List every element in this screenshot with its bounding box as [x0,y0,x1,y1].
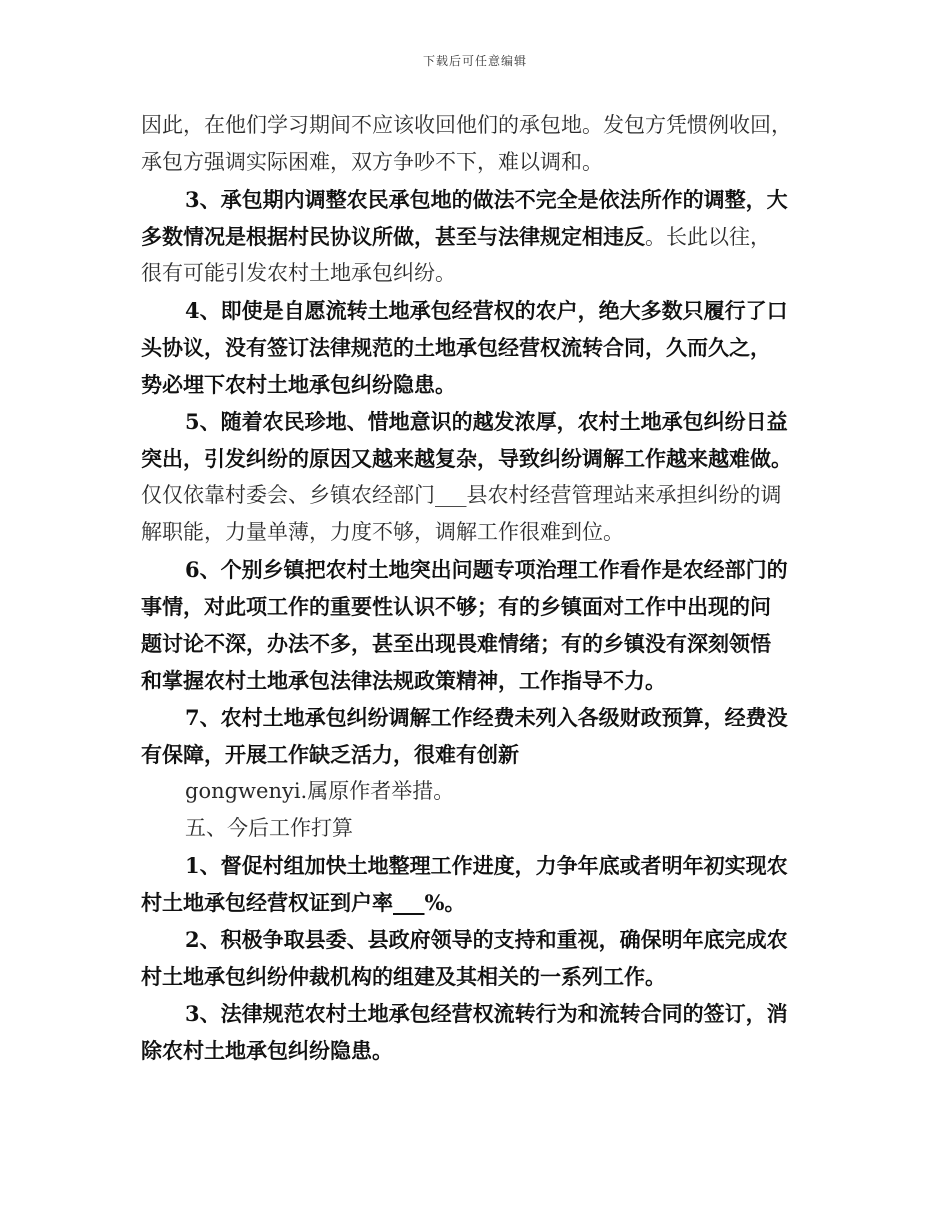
text-line-normal-part: 。长此以往， [645,225,771,249]
text-line: 2、积极争取县委、县政府领导的支持和重视，确保明年底完成农 [185,927,788,952]
text-line: 题讨论不深，办法不多，甚至出现畏难情绪；有的乡镇没有深刻领悟 [141,631,771,656]
text-line: 很有可能引发农村土地承包纠纷。 [141,261,456,285]
text-line: 五、今后工作打算 [185,816,353,840]
page-header: 下载后可任意编辑 [422,54,527,68]
text-line: 承包方强调实际困难，双方争吵不下，难以调和。 [141,150,603,174]
text-line: 因此，在他们学习期间不应该收回他们的承包地。发包方凭惯例收回， [141,113,792,137]
text-line: 4、即使是自愿流转土地承包经营权的农户，绝大多数只履行了口 [185,298,788,323]
document-body [141,107,813,1069]
text-line: 除农村土地承包纠纷隐患。 [141,1038,393,1063]
text-line: 仅仅依靠村委会、乡镇农经部门___县农村经营管理站来承担纠纷的调 [141,483,782,507]
text-line: gongwenyi.属原作者举措。 [185,779,455,803]
text-line: 5、随着农民珍地、惜地意识的越发浓厚，农村土地承包纠纷日益 [185,409,788,434]
text-line: 突出，引发纠纷的原因又越来越复杂，导致纠纷调解工作越来越难做。 [141,446,792,471]
text-line: 村土地承包经营权证到户率___%。 [141,890,466,915]
text-line: 事情，对此项工作的重要性认识不够；有的乡镇面对工作中出现的问 [141,594,771,619]
text-line: 3、承包期内调整农民承包地的做法不完全是依法所作的调整，大 [185,187,788,212]
text-line: 解职能，力量单薄，力度不够，调解工作很难到位。 [141,520,624,544]
text-line: 和掌握农村土地承包法律法规政策精神，工作指导不力。 [141,668,666,693]
text-line: 7、农村土地承包纠纷调解工作经费未列入各级财政预算，经费没 [185,705,788,730]
text-line-bold-part: 多数情况是根据村民协议所做，甚至与法律规定相违反 [141,224,645,249]
text-line: 1、督促村组加快土地整理工作进度，力争年底或者明年初实现农 [185,853,788,878]
text-line: 村土地承包纠纷仲裁机构的组建及其相关的一系列工作。 [141,964,666,989]
text-line [141,218,813,255]
text-line: 有保障，开展工作缺乏活力，很难有创新 [141,742,519,767]
text-line: 6、个别乡镇把农村土地突出问题专项治理工作看作是农经部门的 [185,557,788,582]
text-line: 3、法律规范农村土地承包经营权流转行为和流转合同的签订，消 [185,1001,788,1026]
text-line: 势必埋下农村土地承包纠纷隐患。 [141,372,456,397]
text-line: 头协议，没有签订法律规范的土地承包经营权流转合同，久而久之， [141,335,771,360]
